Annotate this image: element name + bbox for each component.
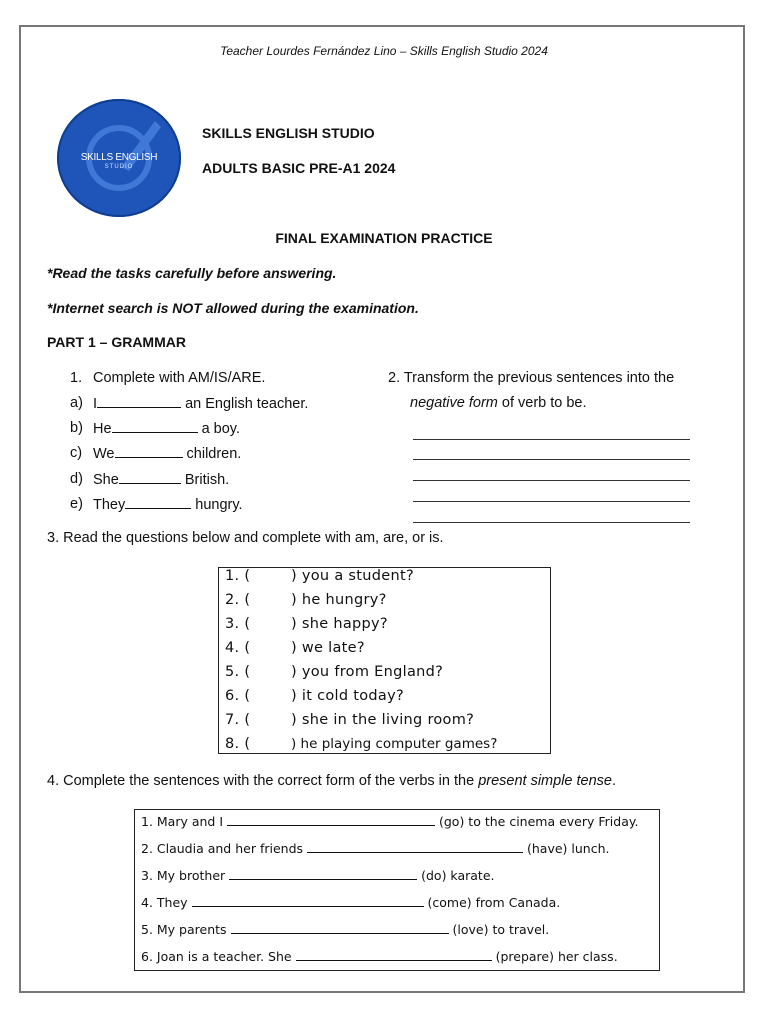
sentence-item: [141, 895, 560, 910]
answer-blank[interactable]: [125, 496, 191, 509]
task1-letter: c): [70, 445, 83, 461]
sentence-item: [141, 949, 618, 964]
sentence-start: 3. My brother: [141, 868, 226, 883]
task1-item: [93, 471, 229, 488]
question-text: ) you a student?: [291, 568, 414, 584]
task1-item: [93, 496, 243, 513]
task2-instruction-line2: [410, 395, 587, 411]
task1-letter: d): [70, 471, 83, 487]
sentence-item: [141, 814, 638, 829]
course-title: ADULTS BASIC PRE-A1 2024: [202, 160, 396, 176]
question-text: ) she in the living room?: [291, 712, 475, 728]
part-title: PART 1 – GRAMMAR: [47, 334, 186, 350]
sentence-start: 6. Joan is a teacher. She: [141, 949, 292, 964]
item-rest: British.: [184, 472, 230, 488]
sentence-start: 5. My parents: [141, 922, 227, 937]
question-number: 4. (: [225, 640, 251, 656]
question-number: 7. (: [225, 712, 251, 728]
sentence-end: (prepare) her class.: [495, 949, 618, 964]
sentence-item: [141, 841, 609, 856]
item-rest: a boy.: [201, 421, 241, 437]
task3-instruction: 3. Read the questions below and complete with am, are, or is.: [47, 530, 444, 546]
sentence-end: (do) karate.: [421, 868, 495, 883]
answer-blank[interactable]: [307, 841, 523, 853]
italic-text: present simple tense: [478, 773, 612, 789]
plain-text: of verb to be.: [497, 395, 587, 411]
answer-line[interactable]: [413, 439, 690, 440]
item-subject: We: [93, 446, 115, 462]
answer-blank[interactable]: [296, 949, 492, 961]
answer-line[interactable]: [413, 522, 690, 523]
question-text: ) it cold today?: [291, 688, 404, 704]
answer-blank[interactable]: [231, 922, 449, 934]
item-subject: He: [93, 421, 112, 437]
school-name: SKILLS ENGLISH STUDIO: [202, 125, 375, 141]
task2-instruction: 2. Transform the previous sentences into the: [388, 370, 675, 386]
item-rest: an English teacher.: [185, 396, 309, 412]
task1-item: [93, 395, 308, 412]
item-subject: She: [93, 472, 119, 488]
page-header: Teacher Lourdes Fernández Lino – Skills English Studio 2024: [220, 44, 548, 58]
sentence-end: (come) from Canada.: [427, 895, 561, 910]
question-number: 3. (: [225, 616, 251, 632]
task1-letter: b): [70, 420, 83, 436]
answer-blank[interactable]: [192, 895, 424, 907]
sentence-start: 4. They: [141, 895, 188, 910]
exam-title: FINAL EXAMINATION PRACTICE: [275, 230, 493, 246]
task1-item: [93, 445, 241, 462]
task4-instruction: [47, 773, 616, 789]
school-logo: [57, 99, 181, 217]
sentence-end: (go) to the cinema every Friday.: [439, 814, 639, 829]
plain-text: .: [611, 773, 617, 789]
sentence-end: (have) lunch.: [526, 841, 610, 856]
task1-letter: a): [70, 395, 83, 411]
item-subject: They: [93, 497, 126, 513]
question-number: 2. (: [225, 592, 251, 608]
answer-blank[interactable]: [229, 868, 417, 880]
logo-text-line2: STUDIO: [104, 164, 134, 170]
task3-question-box: [218, 567, 551, 754]
answer-line[interactable]: [413, 459, 690, 460]
question-text: ) she happy?: [291, 616, 388, 632]
question-number: 8. (: [225, 736, 251, 752]
instruction-note: *Read the tasks carefully before answering.: [47, 265, 337, 281]
sentence-end: (love) to travel.: [452, 922, 550, 937]
item-rest: hungry.: [195, 497, 243, 513]
task4-sentence-box: [134, 809, 660, 971]
italic-text: negative form: [410, 395, 498, 411]
plain-text: 4. Complete the sentences with the correct form of the verbs in the: [47, 773, 479, 789]
item-rest: children.: [186, 446, 242, 462]
answer-blank[interactable]: [112, 420, 198, 433]
task1-letter: e): [70, 496, 83, 512]
task1-instruction: Complete with AM/IS/ARE.: [93, 370, 266, 386]
answer-blank[interactable]: [227, 814, 435, 826]
logo-text-line1: SKILLS ENGLISH: [80, 152, 158, 163]
answer-blank[interactable]: [119, 471, 181, 484]
sentence-start: 2. Claudia and her friends: [141, 841, 304, 856]
question-text: ) he playing computer games?: [291, 736, 498, 752]
question-number: 6. (: [225, 688, 251, 704]
answer-blank[interactable]: [115, 445, 183, 458]
item-subject: I: [93, 396, 98, 412]
sentence-start: 1. Mary and I: [141, 814, 224, 829]
question-text: ) we late?: [291, 640, 365, 656]
question-number: 5. (: [225, 664, 251, 680]
question-text: ) he hungry?: [291, 592, 387, 608]
answer-line[interactable]: [413, 501, 690, 502]
answer-blank[interactable]: [97, 395, 181, 408]
question-number: 1. (: [225, 568, 251, 584]
instruction-note: *Internet search is NOT allowed during the examination.: [47, 300, 419, 316]
sentence-item: [141, 868, 494, 883]
question-text: ) you from England?: [291, 664, 444, 680]
task1-item: [93, 420, 240, 437]
answer-line[interactable]: [413, 480, 690, 481]
task1-number: 1.: [70, 370, 83, 386]
sentence-item: [141, 922, 549, 937]
